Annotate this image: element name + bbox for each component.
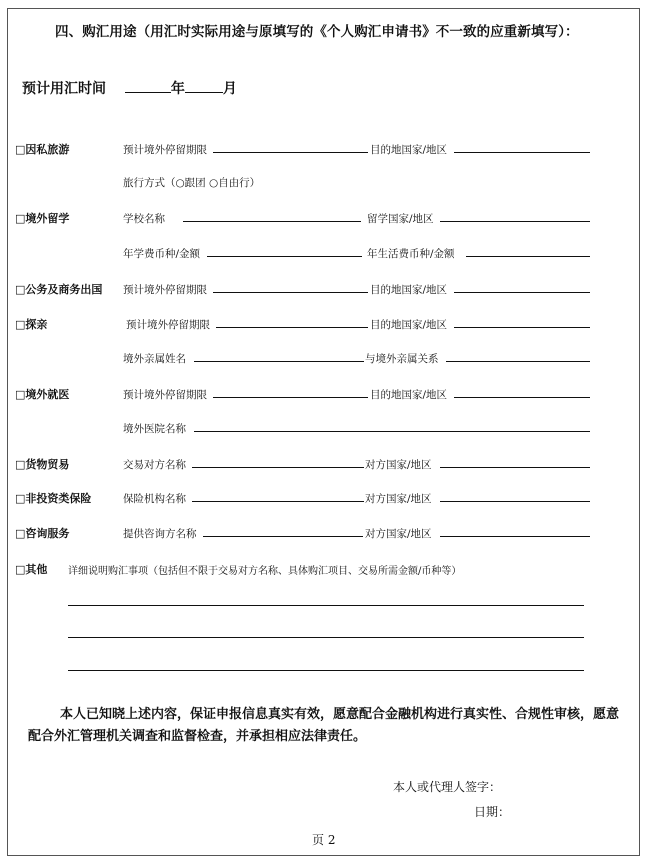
study-category[interactable] [15,210,69,226]
medical-stay-field[interactable] [213,397,368,398]
insurance-category[interactable] [15,490,91,506]
tourism-dest-label: 目的地国家/地区 [370,144,448,156]
year-unit: 年 [170,81,185,97]
study-title: 境外留学 [25,212,70,225]
family-stay-field[interactable] [216,327,368,328]
medical-hospital-label: 境外医院名称 [123,423,186,435]
study-living-field[interactable] [466,256,590,257]
other-checkbox[interactable]: □ [15,563,26,576]
family-relative-label: 境外亲属姓名 [123,353,186,365]
family-checkbox[interactable]: □ [15,318,26,331]
medical-title: 境外就医 [25,388,70,401]
family-relation-field[interactable] [446,361,590,362]
insurance-country-label: 对方国家/地区 [365,493,432,505]
medical-category[interactable] [15,386,69,402]
tourism-title: 因私旅游 [25,143,70,156]
tour-option-label: 跟团 [184,177,206,189]
medical-stay-label: 预计境外停留期限 [123,389,207,401]
other-detail-line-1[interactable] [68,605,584,606]
section-title: 四、购汇用途（用汇时实际用途与原填写的《个人购汇申请书》不一致的应重新填写）： [55,24,579,40]
other-category[interactable] [15,561,47,577]
tourism-checkbox[interactable]: □ [15,143,26,156]
medical-hospital-field[interactable] [194,431,590,432]
study-living-label: 年生活费币种/金额 [367,248,455,260]
expected-time-row [22,78,237,98]
study-tuition-field[interactable] [207,256,362,257]
date-label: 日期： [474,805,511,819]
trade-title: 货物贸易 [25,458,70,471]
consulting-category[interactable] [15,525,69,541]
study-country-label: 留学国家/地区 [367,213,434,225]
family-relative-field[interactable] [194,361,364,362]
month-field[interactable] [185,79,223,93]
tourism-mode-row [123,175,260,190]
other-detail-line-3[interactable] [68,670,584,671]
study-checkbox[interactable]: □ [15,212,26,225]
business-stay-label: 预计境外停留期限 [123,284,207,296]
business-dest-field[interactable] [454,292,590,293]
expected-time-label: 预计用汇时间 [22,81,106,97]
study-tuition-label: 年学费币种/金额 [123,248,201,260]
tourism-mode-label: 旅行方式（ [123,177,176,189]
trade-checkbox[interactable]: □ [15,458,26,471]
other-detail-label: 详细说明购汇事项（包括但不限于交易对方名称、具体购汇项目、交易所需金额/币种等） [68,566,462,577]
tourism-stay-field[interactable] [213,152,368,153]
study-school-field[interactable] [183,221,361,222]
page-number: 页 2 [312,833,336,847]
signature-label: 本人或代理人签字： [393,780,502,794]
study-school-label: 学校名称 [123,213,165,225]
tourism-stay-label: 预计境外停留期限 [123,144,207,156]
insurance-title: 非投资类保险 [25,492,92,505]
trade-country-field[interactable] [440,467,590,468]
consulting-country-field[interactable] [440,536,590,537]
family-dest-field[interactable] [454,327,590,328]
insurance-org-field[interactable] [192,501,364,502]
business-stay-field[interactable] [213,292,368,293]
business-dest-label: 目的地国家/地区 [370,284,448,296]
consulting-checkbox[interactable]: □ [15,527,26,540]
business-category[interactable] [15,281,102,297]
tourism-category[interactable] [15,141,69,157]
consulting-country-label: 对方国家/地区 [365,528,432,540]
family-category[interactable] [15,316,47,332]
year-field[interactable] [125,79,171,93]
self-radio-icon[interactable]: ○ [209,177,219,189]
study-country-field[interactable] [440,221,590,222]
month-unit: 月 [222,81,237,97]
business-checkbox[interactable]: □ [15,283,26,296]
medical-dest-label: 目的地国家/地区 [370,389,448,401]
trade-party-label: 交易对方名称 [123,459,186,471]
consulting-provider-field[interactable] [203,536,363,537]
insurance-checkbox[interactable]: □ [15,492,26,505]
medical-dest-field[interactable] [454,397,590,398]
insurance-country-field[interactable] [440,501,590,502]
family-stay-label: 预计境外停留期限 [126,319,210,331]
family-relation-label: 与境外亲属关系 [365,353,439,365]
other-detail-line-2[interactable] [68,637,584,638]
trade-category[interactable] [15,456,69,472]
tour-radio-icon[interactable]: ○ [175,177,185,189]
consulting-title: 咨询服务 [25,527,70,540]
family-title: 探亲 [25,318,48,331]
consulting-provider-label: 提供咨询方名称 [123,528,197,540]
insurance-org-label: 保险机构名称 [123,493,186,505]
trade-country-label: 对方国家/地区 [365,459,432,471]
family-dest-label: 目的地国家/地区 [370,319,448,331]
tourism-dest-field[interactable] [454,152,590,153]
self-option-label: 自由行） [218,177,261,189]
medical-checkbox[interactable]: □ [15,388,26,401]
other-title: 其他 [25,563,48,576]
business-title: 公务及商务出国 [25,283,103,296]
trade-party-field[interactable] [192,467,364,468]
declaration-statement: 本人已知晓上述内容，保证申报信息真实有效，愿意配合金融机构进行真实性、合规性审核，愿意配合外汇管理机关调查和监督检查，并承担相应法律责任。 [28,707,620,744]
